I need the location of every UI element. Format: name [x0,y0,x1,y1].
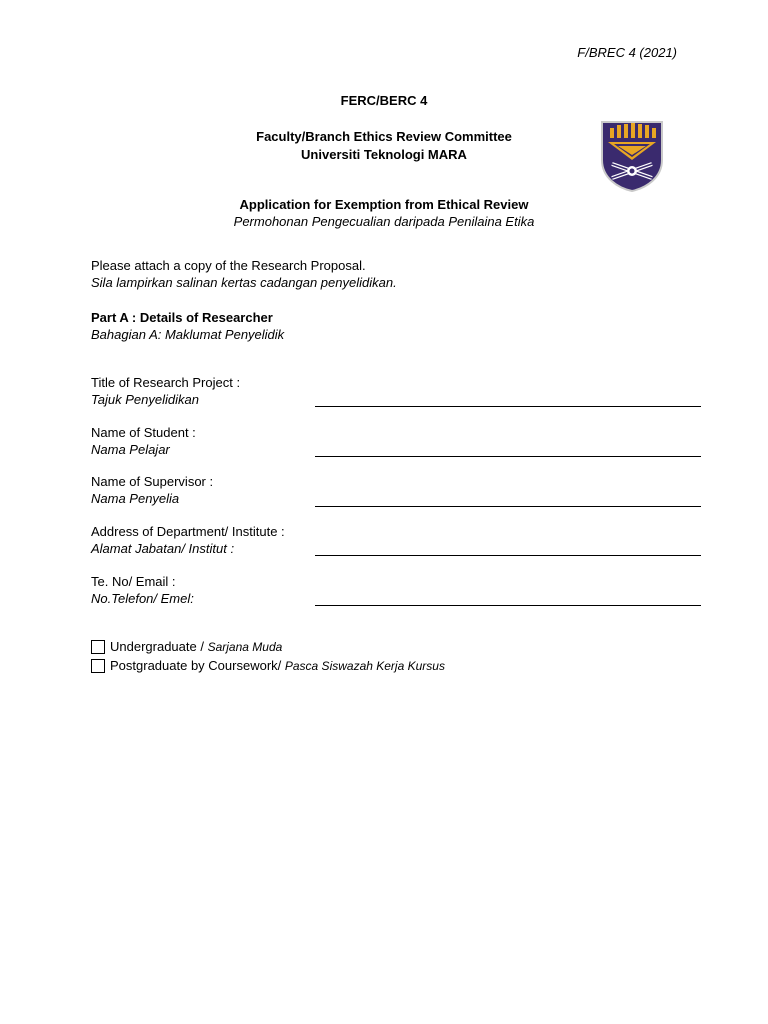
field-label-en: Name of Supervisor : [91,474,214,489]
field-label-supervisor-name [91,473,213,507]
field-label-phone-email [91,573,194,607]
option-label-en: Postgraduate by Coursework/ [110,658,285,673]
postgraduate-coursework-checkbox[interactable] [91,659,105,673]
option-label-ms: Pasca Siswazah Kerja Kursus [284,659,445,673]
student-name-field[interactable] [315,456,701,457]
uitm-crest-icon [600,120,664,192]
field-label-ms: Nama Penyelia [91,491,180,506]
option-label-en: Undergraduate / [110,639,208,654]
application-title-en: Application for Exemption from Ethical Review [239,197,529,212]
instruction-ms: Sila lampirkan salinan kertas cadangan penyelidikan. [91,275,397,290]
field-label-research-title [91,374,240,408]
option-undergraduate[interactable] [91,638,282,656]
field-label-ms: No.Telefon/ Emel: [91,591,194,606]
application-title [0,196,768,230]
field-label-en: Address of Department/ Institute : [91,524,285,539]
field-label-en: Te. No/ Email : [91,574,176,589]
part-a-title-ms: Bahagian A: Maklumat Penyelidik [91,327,285,342]
option-postgraduate-coursework[interactable] [91,657,445,675]
application-title-ms: Permohonan Pengecualian daripada Penilaina Etika [233,214,535,229]
field-label-en: Name of Student : [91,425,196,440]
field-label-ms: Nama Pelajar [91,442,170,457]
undergraduate-checkbox[interactable] [91,640,105,654]
attach-instructions [91,257,397,291]
field-label-en: Title of Research Project : [91,375,241,390]
supervisor-name-field[interactable] [315,506,701,507]
field-label-ms: Tajuk Penyelidikan [91,392,199,407]
field-label-student-name [91,424,196,458]
option-label-ms: Sarjana Muda [207,640,283,654]
phone-email-field[interactable] [315,605,701,606]
part-a-title: Part A : Details of Researcher [91,310,273,325]
form-code: F/BREC 4 (2021) [577,45,677,60]
part-a-heading [91,309,284,343]
field-label-ms: Alamat Jabatan/ Institut : [91,541,235,556]
committee-name: Faculty/Branch Ethics Review Committee [256,129,512,144]
research-title-field[interactable] [315,406,701,407]
field-label-department-address [91,523,285,557]
form-code-title: FERC/BERC 4 [340,93,428,108]
department-address-field[interactable] [315,555,701,556]
instruction-en: Please attach a copy of the Research Proposal. [91,258,366,273]
university-name: Universiti Teknologi MARA [301,147,467,162]
